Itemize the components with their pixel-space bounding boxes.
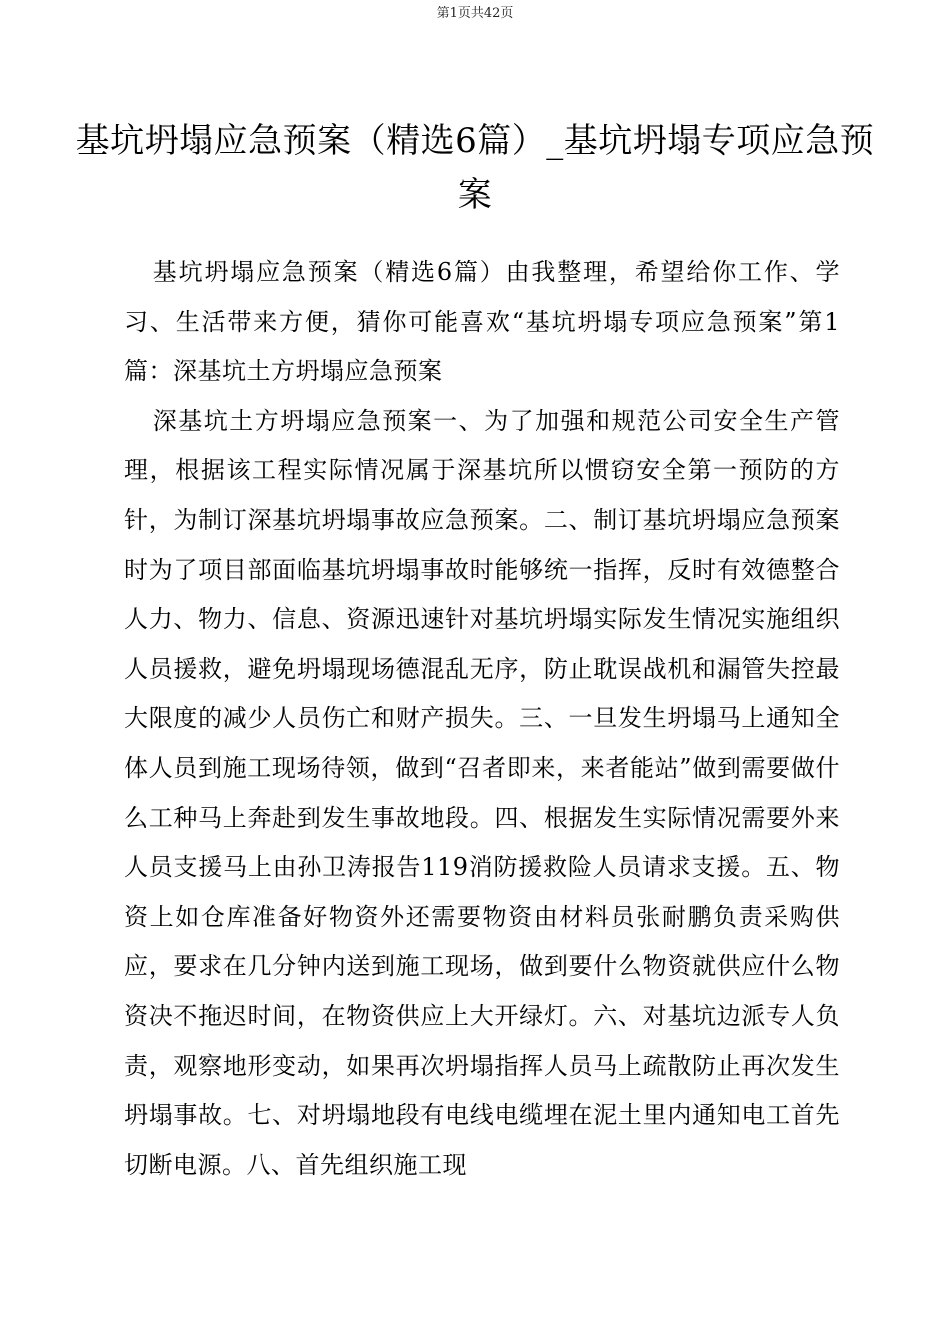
body-paragraph: 深基坑土方坍塌应急预案一、为了加强和规范公司安全生产管理，根据该工程实际情况属于深基坑所以惯窃安全第一预防的方针，为制订深基坑坍塌事故应急预案。二、制订基坑坍塌应急预案时为了项目部面临基坑坍塌事故时能够统一指挥，反时有效德整合人力、物力、信息、资源迅速针对基坑坍塌实际发生情况实施组织人员援救，避免坍塌现场德混乱无序，防止耽误战机和漏管失控最大限度的减少人员伤亡和财产损失。三、一旦发生坍塌马上通知全体人员到施工现场待领，做到“召者即来，来者能站”做到需要做什么工种马上奔赴到发生事故地段。四、根据发生实际情况需要外来人员支援马上由孙卫涛报告119消防援救险人员请求支援。五、物资上如仓库准备好物资外还需要物资由材料员张耐鹏负责采购供应，要求在几分钟内送到施工现场，做到要什么物资就供应什么物资决不拖迟时间，在物资供应上大开绿灯。六、对基坑边派专人负责，观察地形变动，如果再次坍塌指挥人员马上疏散防止再次发生坍塌事故。七、对坍塌地段有电线电缆埋在泥土里内通知电工首先切断电源。八、首先组织施工现 [124, 406, 840, 1179]
page-indicator: 第1页共42页 [436, 6, 514, 21]
document-body [124, 248, 840, 1190]
intro-paragraph: 基坑坍塌应急预案（精选6篇）由我整理，希望给你工作、学习、生活带来方便，猜你可能喜欢“基坑坍塌专项应急预案”第1篇：深基坑土方坍塌应急预案 [124, 258, 840, 386]
document-title: 基坑坍塌应急预案（精选6篇）_基坑坍塌专项应急预案 [75, 121, 875, 215]
